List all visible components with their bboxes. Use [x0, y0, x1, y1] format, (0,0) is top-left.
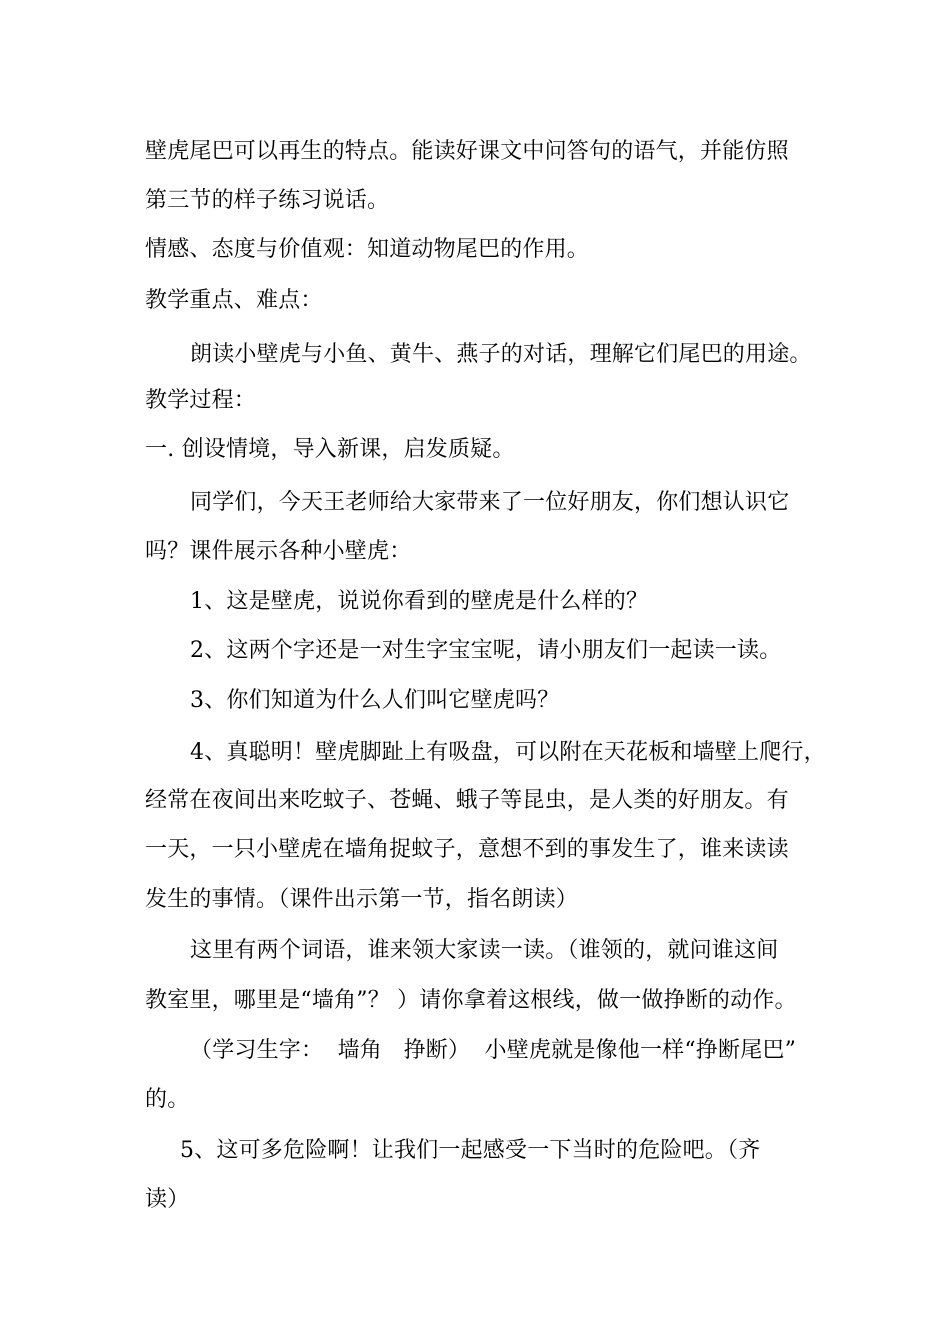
text-line-9: 吗？课件展示各种小壁虎： — [145, 539, 412, 564]
text-line-11: 2、这两个字还是一对生字宝宝呢，请小朋友们一起读一读。 — [190, 638, 782, 663]
text-line-2: 第三节的样子练习说话。 — [145, 188, 390, 213]
text-line-17: 这里有两个词语，谁来领大家读一读。（谁领的，就问谁这间 — [190, 938, 779, 963]
text-line-3: 情感、态度与价值观：知道动物尾巴的作用。 — [145, 237, 590, 262]
text-line-8: 同学们，今天王老师给大家带来了一位好朋友，你们想认识它 — [190, 490, 790, 515]
text-line-15: 一天，一只小壁虎在墙角捉蚊子，意想不到的事发生了，谁来读读 — [145, 837, 789, 862]
text-line-13: 4、真聪明！壁虎脚趾上有吸盘，可以附在天花板和墙壁上爬行， — [190, 740, 826, 765]
section-heading-process: 教学过程： — [145, 388, 257, 413]
text-line-18: 教室里，哪里是“墙角”？ ）请你拿着这根线，做一做挣断的动作。 — [145, 988, 797, 1013]
text-line-12: 3、你们知道为什么人们叫它壁虎吗？ — [190, 688, 560, 713]
section-heading-key-points: 教学重点、难点： — [145, 288, 323, 313]
text-line-7: 一. 创设情境，导入新课，启发质疑。 — [145, 437, 515, 462]
text-line-22: 读） — [145, 1187, 190, 1212]
text-line-5: 朗读小壁虎与小鱼、黄牛、燕子的对话，理解它们尾巴的用途。 — [190, 342, 812, 367]
text-line-1: 壁虎尾巴可以再生的特点。能读好课文中问答句的语气，并能仿照 — [145, 139, 789, 164]
text-line-21: 5、这可多危险啊！让我们一起感受一下当时的危险吧。（齐 — [180, 1138, 761, 1163]
text-line-20: 的。 — [145, 1087, 190, 1112]
text-line-10: 1、这是壁虎，说说你看到的壁虎是什么样的？ — [190, 589, 649, 614]
text-line-16: 发生的事情。（课件出示第一节，指名朗读） — [145, 887, 579, 912]
text-line-14: 经常在夜间出来吃蚊子、苍蝇、蛾子等昆虫，是人类的好朋友。有 — [145, 788, 789, 813]
text-line-19: （学习生字： 墙角 挣断） 小壁虎就是像他一样“挣断尾巴” — [190, 1038, 797, 1063]
